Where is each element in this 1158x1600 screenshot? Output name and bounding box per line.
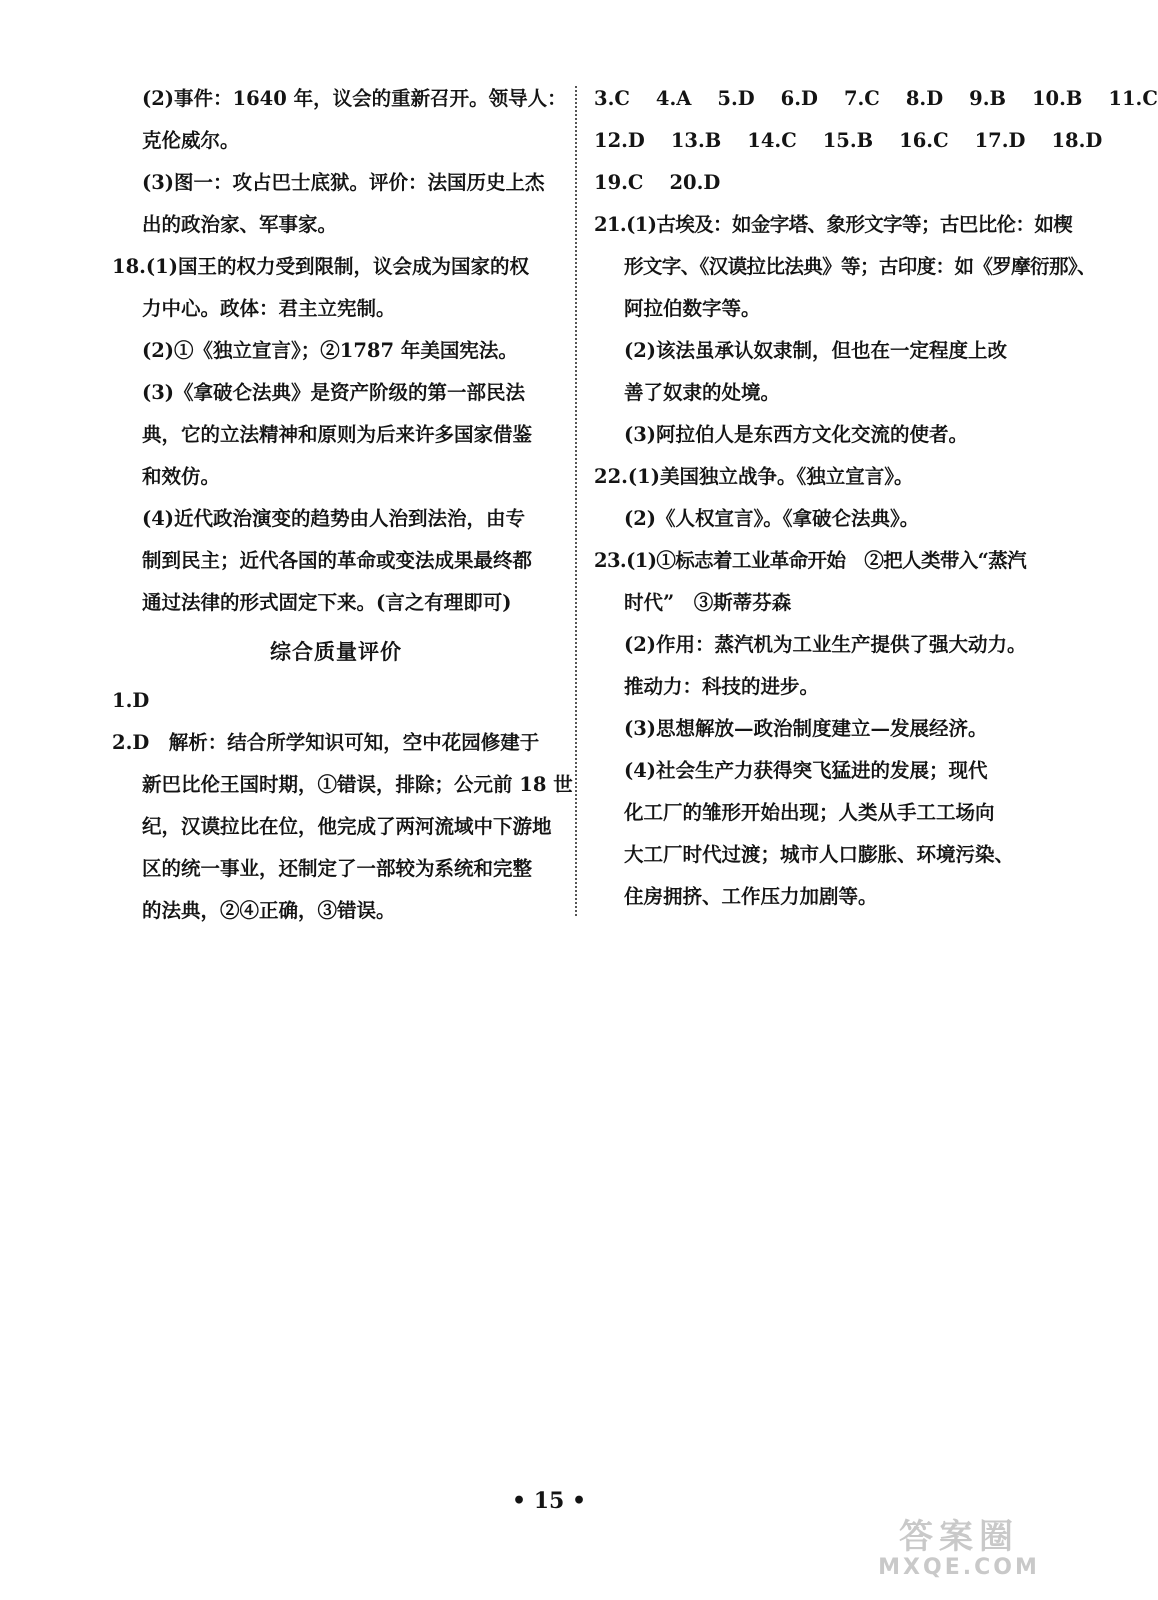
mcq-answer-row [594, 78, 1158, 120]
answer-line: 典，它的立法精神和原则为后来许多国家借鉴 [142, 423, 533, 446]
answer-line: 化工厂的雏形开始出现；人类从手工工场向 [624, 801, 995, 824]
answer-line: (2)作用：蒸汽机为工业生产提供了强大动力。 [624, 633, 1027, 656]
answer-line: (3)《拿破仑法典》是资产阶级的第一部民法 [142, 381, 526, 404]
mcq-answer: 11.C [1108, 87, 1158, 110]
mcq-answer: 7.C [843, 87, 880, 110]
answer-line: 通过法律的形式固定下来。(言之有理即可) [142, 591, 512, 614]
answer-line: 出的政治家、军事家。 [142, 213, 338, 236]
watermark-logo [844, 1518, 1074, 1582]
answer-line: 形文字、《汉谟拉比法典》等；古印度：如《罗摩衍那》、 [624, 255, 1096, 278]
mcq-answer: 20.D [669, 171, 721, 194]
mcq-answer: 9.B [969, 87, 1006, 110]
answer-line: 的法典，②④正确，③错误。 [142, 899, 396, 922]
answer-line: 纪，汉谟拉比在位，他完成了两河流域中下游地 [142, 815, 552, 838]
mcq-answer-row [594, 162, 1044, 204]
mcq-answer: 4.A [655, 87, 692, 110]
mcq-answer: 17.D [974, 129, 1026, 152]
mcq-answer: 12.D [594, 129, 645, 152]
mcq-answer: 6.D [780, 87, 818, 110]
answer-line: (2)《人权宣言》。《拿破仑法典》。 [624, 507, 920, 530]
answer-line: 2.D 解析：结合所学知识可知，空中花园修建于 [112, 731, 540, 754]
mcq-answer: 3.C [594, 87, 630, 110]
mcq-answer: 15.B [822, 129, 874, 152]
answer-line: 制到民主；近代各国的革命或变法成果最终都 [142, 549, 533, 572]
answer-line: (3)思想解放—政治制度建立—发展经济。 [624, 717, 988, 740]
mcq-answer: 8.D [905, 87, 944, 110]
mcq-answer-row [594, 120, 1103, 162]
answer-line: 1.D [112, 689, 150, 712]
answer-line: 时代” ③斯蒂芬森 [624, 591, 792, 614]
section-heading: 综合质量评价 [270, 640, 402, 664]
mcq-answer: 14.C [747, 129, 797, 152]
watermark-url: MXQE.COM [878, 1555, 1040, 1580]
answer-line: 住房拥挤、工作压力加剧等。 [624, 885, 878, 908]
answer-line: 22.(1)美国独立战争。《独立宣言》。 [594, 465, 914, 488]
mcq-answer: 18.D [1051, 129, 1103, 152]
answer-line: 21.(1)古埃及：如金字塔、象形文字等；古巴比伦：如楔 [594, 213, 1073, 236]
answer-line: 18.(1)国王的权力受到限制，议会成为国家的权 [112, 255, 529, 278]
mcq-answer: 5.D [717, 87, 755, 110]
answer-line: 力中心。政体：君主立宪制。 [142, 297, 396, 320]
mcq-answer: 13.B [670, 129, 722, 152]
watermark-text: 答案圈 [899, 1517, 1019, 1557]
answer-line: 23.(1)①标志着工业革命开始 ②把人类带入“蒸汽 [594, 549, 1027, 572]
answer-line: (4)社会生产力获得突飞猛进的发展；现代 [624, 759, 988, 782]
left-column [112, 78, 573, 932]
answer-line: (2)该法虽承认奴隶制，但也在一定程度上改 [624, 339, 1008, 362]
mcq-answer: 10.B [1031, 87, 1083, 110]
answer-line: (3)图一：攻占巴士底狱。评价：法国历史上杰 [142, 171, 545, 194]
answer-line: 善了奴隶的处境。 [624, 381, 781, 404]
answer-line: (2)事件：1640 年，议会的重新召开。领导人： [142, 87, 567, 110]
answer-line: 克伦威尔。 [142, 129, 240, 152]
mcq-answer: 16.C [899, 129, 949, 152]
answer-line: (2)①《独立宣言》；②1787 年美国宪法。 [142, 339, 518, 362]
right-column [594, 78, 1158, 918]
answer-line: 大工厂时代过渡；城市人口膨胀、环境污染、 [624, 843, 1015, 866]
answer-line: (3)阿拉伯人是东西方文化交流的使者。 [624, 423, 969, 446]
mcq-answer: 19.C [594, 171, 644, 194]
page-number: • 15 • [511, 1488, 587, 1514]
answer-line: 和效仿。 [142, 465, 221, 488]
answer-line: 阿拉伯数字等。 [624, 297, 761, 320]
answer-line: 推动力：科技的进步。 [624, 675, 820, 698]
answer-line: 区的统一事业，还制定了一部较为系统和完整 [142, 857, 533, 880]
answer-line: (4)近代政治演变的趋势由人治到法治，由专 [142, 507, 526, 530]
answer-line: 新巴比伦王国时期，①错误，排除；公元前 18 世 [142, 773, 573, 796]
column-divider [575, 86, 577, 916]
